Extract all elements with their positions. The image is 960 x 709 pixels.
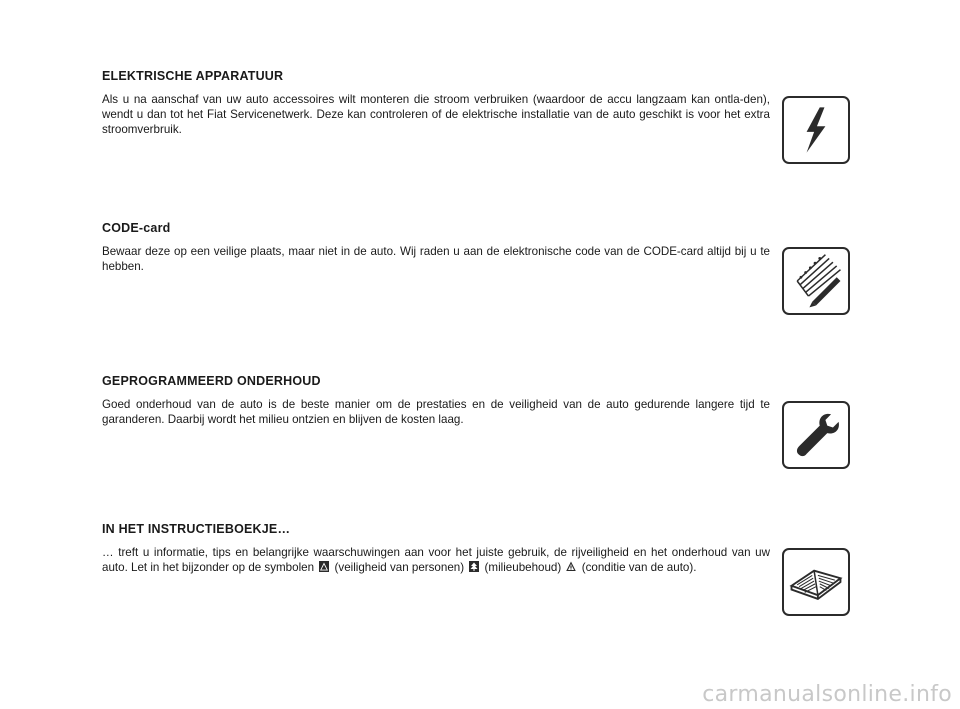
open-book-icon	[782, 548, 850, 616]
section-body	[102, 545, 770, 575]
section-body: Als u na aanschaf van uw auto accessoires wilt monteren die stroom verbruiken (waardoor de accu langzaam kan ontla-den), wendt u dan tot het Fiat Servicenetwerk. Deze kan controleren of de elektrische installatie van de auto geschikt is voor het extra stroomverbruik.	[102, 93, 770, 136]
personal-safety-icon	[319, 561, 329, 572]
section-electrical	[102, 69, 770, 137]
lightning-bolt-icon	[782, 96, 850, 164]
environment-protection-icon	[469, 561, 479, 572]
body-text: (veiligheid van personen)	[334, 561, 465, 574]
watermark: carmanualsonline.info	[702, 682, 952, 707]
vehicle-condition-icon	[566, 561, 576, 572]
body-text: (conditie van de auto).	[581, 561, 697, 574]
section-code-card	[102, 221, 770, 274]
section-title: IN HET INSTRUCTIEBOEKJE…	[102, 522, 291, 536]
wrench-icon	[782, 401, 850, 469]
body-text: … treft u informatie, tips en belangrijke waarschuwingen aan voor het juiste gebruik, de rijveiligheid en het onderhoud van uw auto. Let in het bijzonder op de symbolen	[102, 546, 770, 574]
body-text: (milieubehoud)	[484, 561, 562, 574]
section-maintenance	[102, 374, 770, 427]
section-title: CODE-card	[102, 221, 171, 235]
section-body: Bewaar deze op een veilige plaats, maar niet in de auto. Wij raden u aan de elektronische code van de CODE-card altijd bij u te hebben.	[102, 245, 770, 273]
section-body: Goed onderhoud van de auto is de beste manier om de prestaties en de veiligheid van de auto gedurende langere tijd te garanderen. Daarbij wordt het milieu ontzien en blijven de kosten laag.	[102, 398, 770, 426]
section-manual	[102, 522, 770, 575]
section-title: GEPROGRAMMEERD ONDERHOUD	[102, 374, 321, 388]
section-title: ELEKTRISCHE APPARATUUR	[102, 69, 284, 83]
notepad-pencil-icon	[782, 247, 850, 315]
